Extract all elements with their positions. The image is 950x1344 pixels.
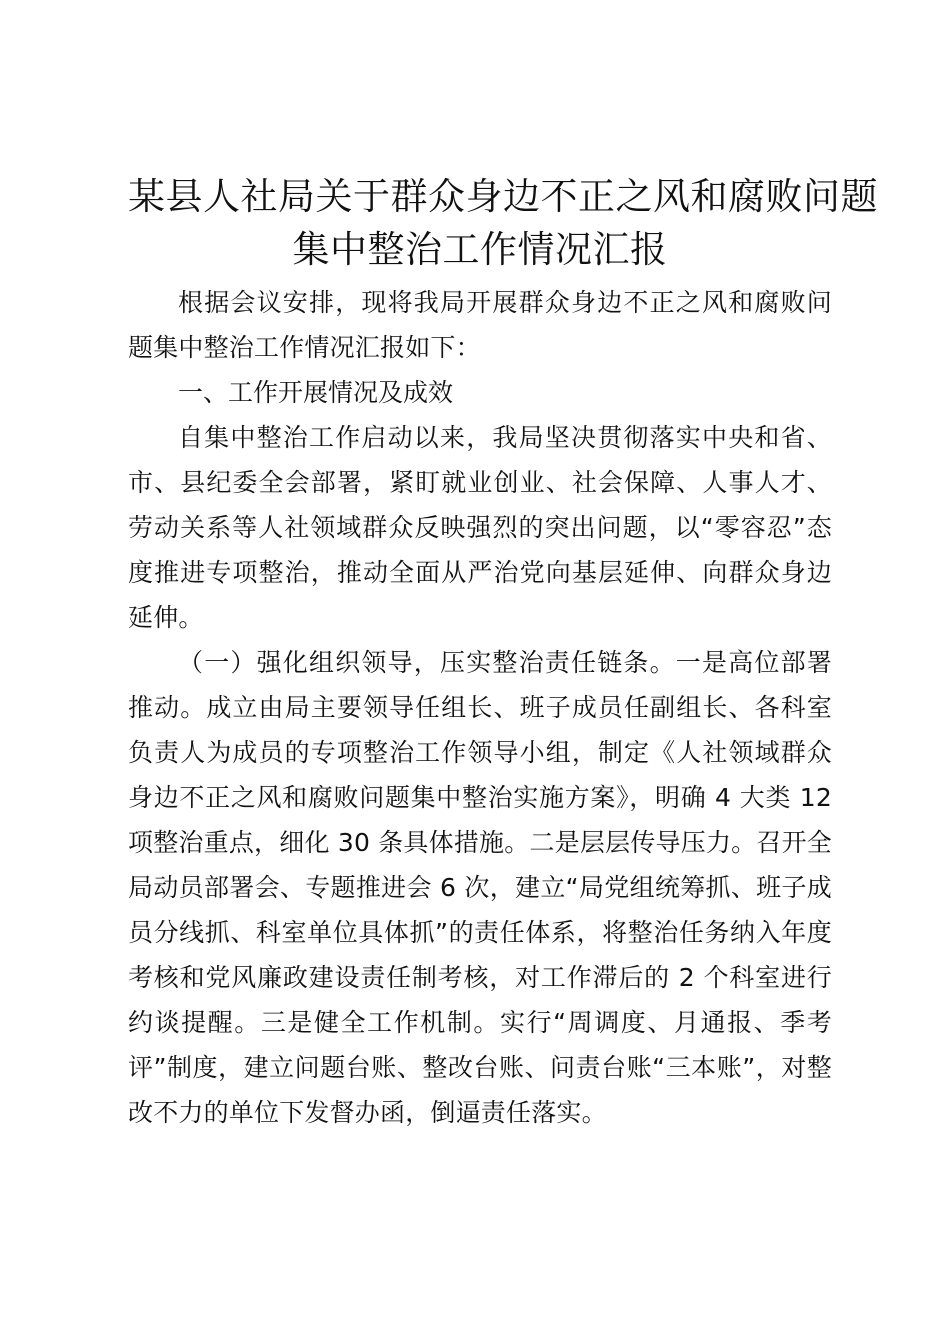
intro-paragraph: 根据会议安排，现将我局开展群众身边不正之风和腐败问题集中整治工作情况汇报如下： [128,288,832,362]
subsection-paragraph-1: （一）强化组织领导，压实整治责任链条。一是高位部署推动。成立由局主要领导任组长、班子成员任副组长、各科室负责人为成员的专项整治工作领导小组，制定《人社领域群众身边不正之风和腐败问题集中整治实施方案》，明确 4 大类 12 项整治重点，细化 30 条具体措施。二是层层传导压力。召开全局动员部署会、专题推进会 6 次，建立“局党组统筹抓、班子成员分线抓、科室单位具体抓”的责任体系，将整治任务纳入年度考核和党风廉政建设责任制考核，对工作滞后的 2 个科室进行约谈提醒。三是健全工作机制。实行“周调度、月通报、季考评”制度，建立问题台账、整改台账、问责台账“三本账”，对整改不力的单位下发督办函，倒逼责任落实。 [128,648,832,1127]
document-page [128,170,878,1135]
section-paragraph-1: 自集中整治工作启动以来，我局坚决贯彻落实中央和省、市、县纪委全会部署，紧盯就业创业、社会保障、人事人才、劳动关系等人社领域群众反映强烈的突出问题，以“零容忍”态度推进专项整治，推动全面从严治党向基层延伸、向群众身边延伸。 [128,423,832,632]
title-line-2: 集中整治工作情况汇报 [292,228,668,271]
document-title [128,170,878,276]
title-line-1: 某县人社局关于群众身边不正之风和腐败问题 [128,175,878,218]
section-heading-1: 一、工作开展情况及成效 [178,378,454,407]
